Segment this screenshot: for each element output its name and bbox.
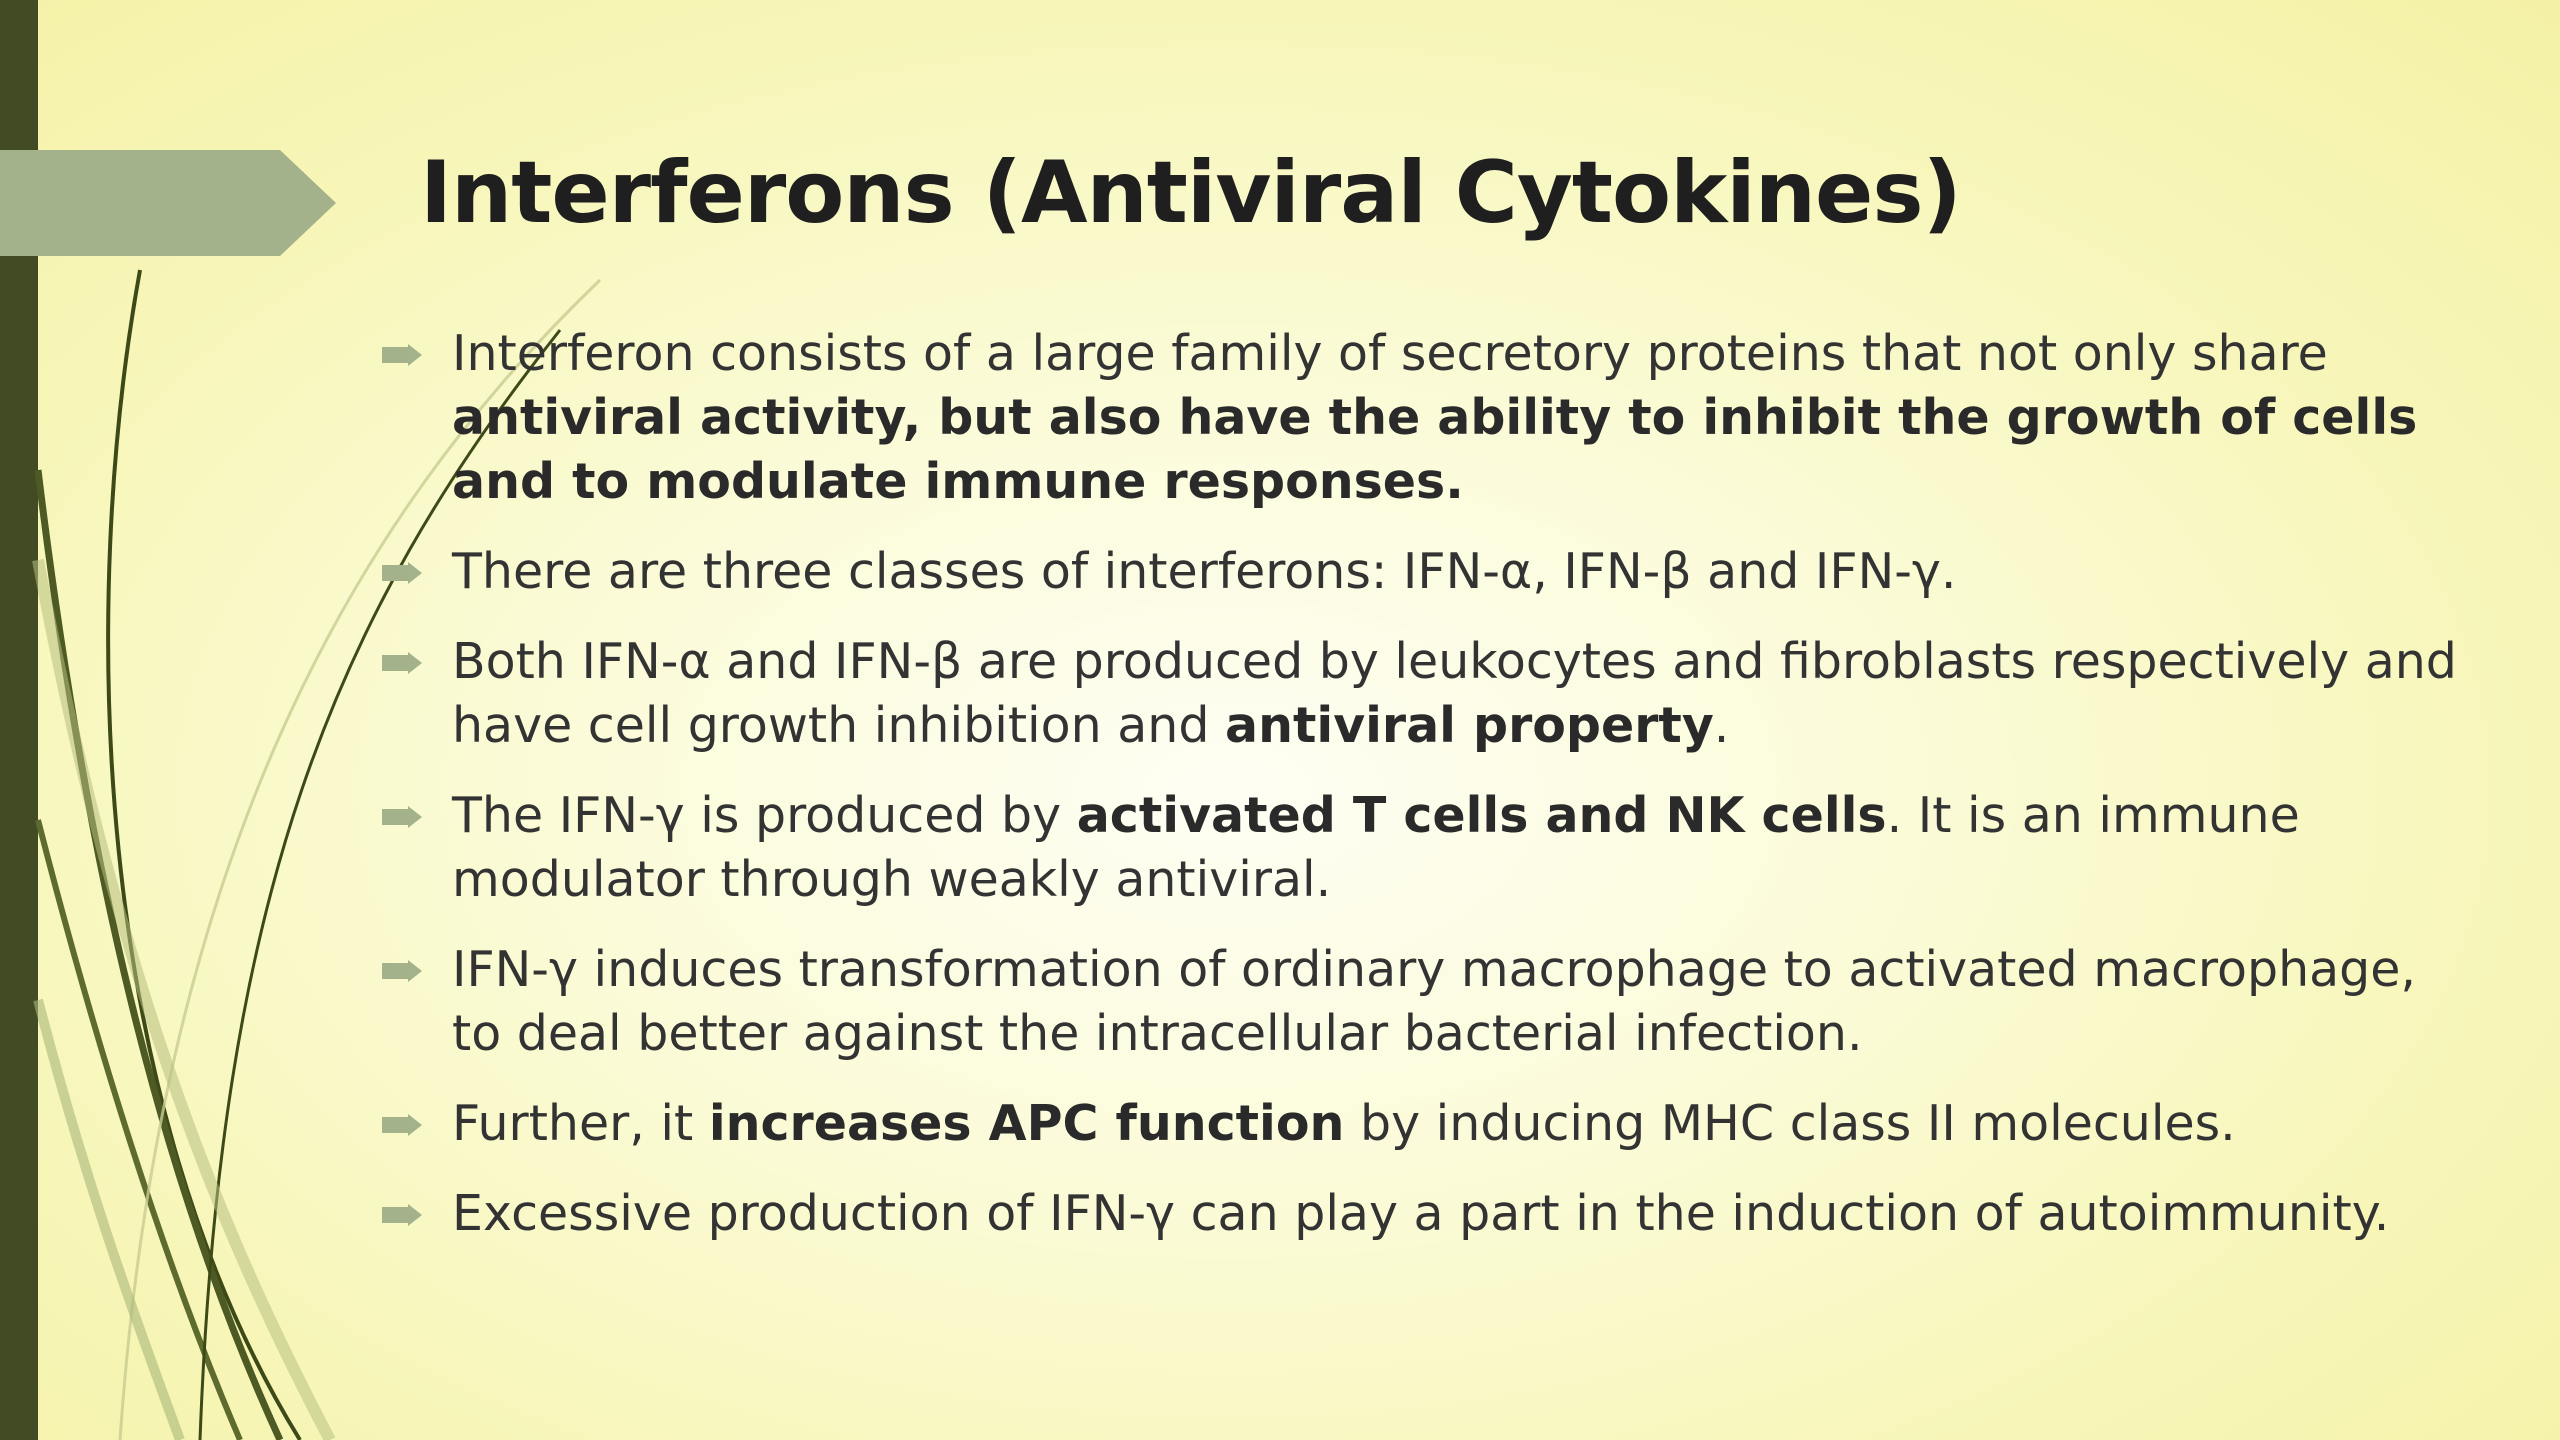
bullet-text: Excessive production of IFN-γ can play a part in the induction of autoimmunity. [452, 1185, 2390, 1242]
bullet-arrow-icon [382, 562, 422, 584]
bullet-item [380, 630, 2460, 758]
bullet-text-bold: activated T cells and NK cells [1076, 787, 1887, 844]
bullet-text: by inducing MHC class II molecules. [1344, 1095, 2236, 1152]
bullet-item [380, 540, 2460, 604]
bullet-text: Interferon consists of a large family of secretory proteins that not only share [452, 325, 2328, 382]
bullet-list [380, 322, 2460, 1272]
bullet-text: Further, it [452, 1095, 709, 1152]
bullet-text-bold: antiviral activity, but also have the ability to inhibit the growth of cells and to modulate immune responses. [452, 389, 2418, 510]
bullet-text: . It is an immune modulator through weakly antiviral. [452, 787, 2300, 908]
bullet-text: There are three classes of interferons: IFN-α, IFN-β and IFN-γ. [452, 543, 1957, 600]
bullet-text-bold: antiviral property [1225, 697, 1714, 754]
bullet-arrow-icon [382, 806, 422, 828]
bullet-arrow-icon [382, 1114, 422, 1136]
bullet-item [380, 1182, 2460, 1246]
slide-title: Interferons (Antiviral Cytokines) [420, 143, 1961, 243]
bullet-text: The IFN-γ is produced by [452, 787, 1077, 844]
bullet-item [380, 1092, 2460, 1156]
bullet-text: IFN-γ induces transformation of ordinary macrophage to activated macrophage, to deal better against the intracellular bacterial infection. [452, 941, 2416, 1062]
bullet-arrow-icon [382, 344, 422, 366]
bullet-item [380, 938, 2460, 1066]
bullet-item [380, 784, 2460, 912]
bullet-text-bold: increases APC function [708, 1095, 1345, 1152]
bullet-arrow-icon [382, 652, 422, 674]
bullet-item [380, 322, 2460, 514]
bullet-arrow-icon [382, 960, 422, 982]
bullet-arrow-icon [382, 1204, 422, 1226]
bullet-text: . [1713, 697, 1730, 754]
title-tab-arrow [0, 150, 336, 256]
bullet-text: Both IFN-α and IFN-β are produced by leukocytes and fibroblasts respectively and have cell growth inhibition and [452, 633, 2457, 754]
